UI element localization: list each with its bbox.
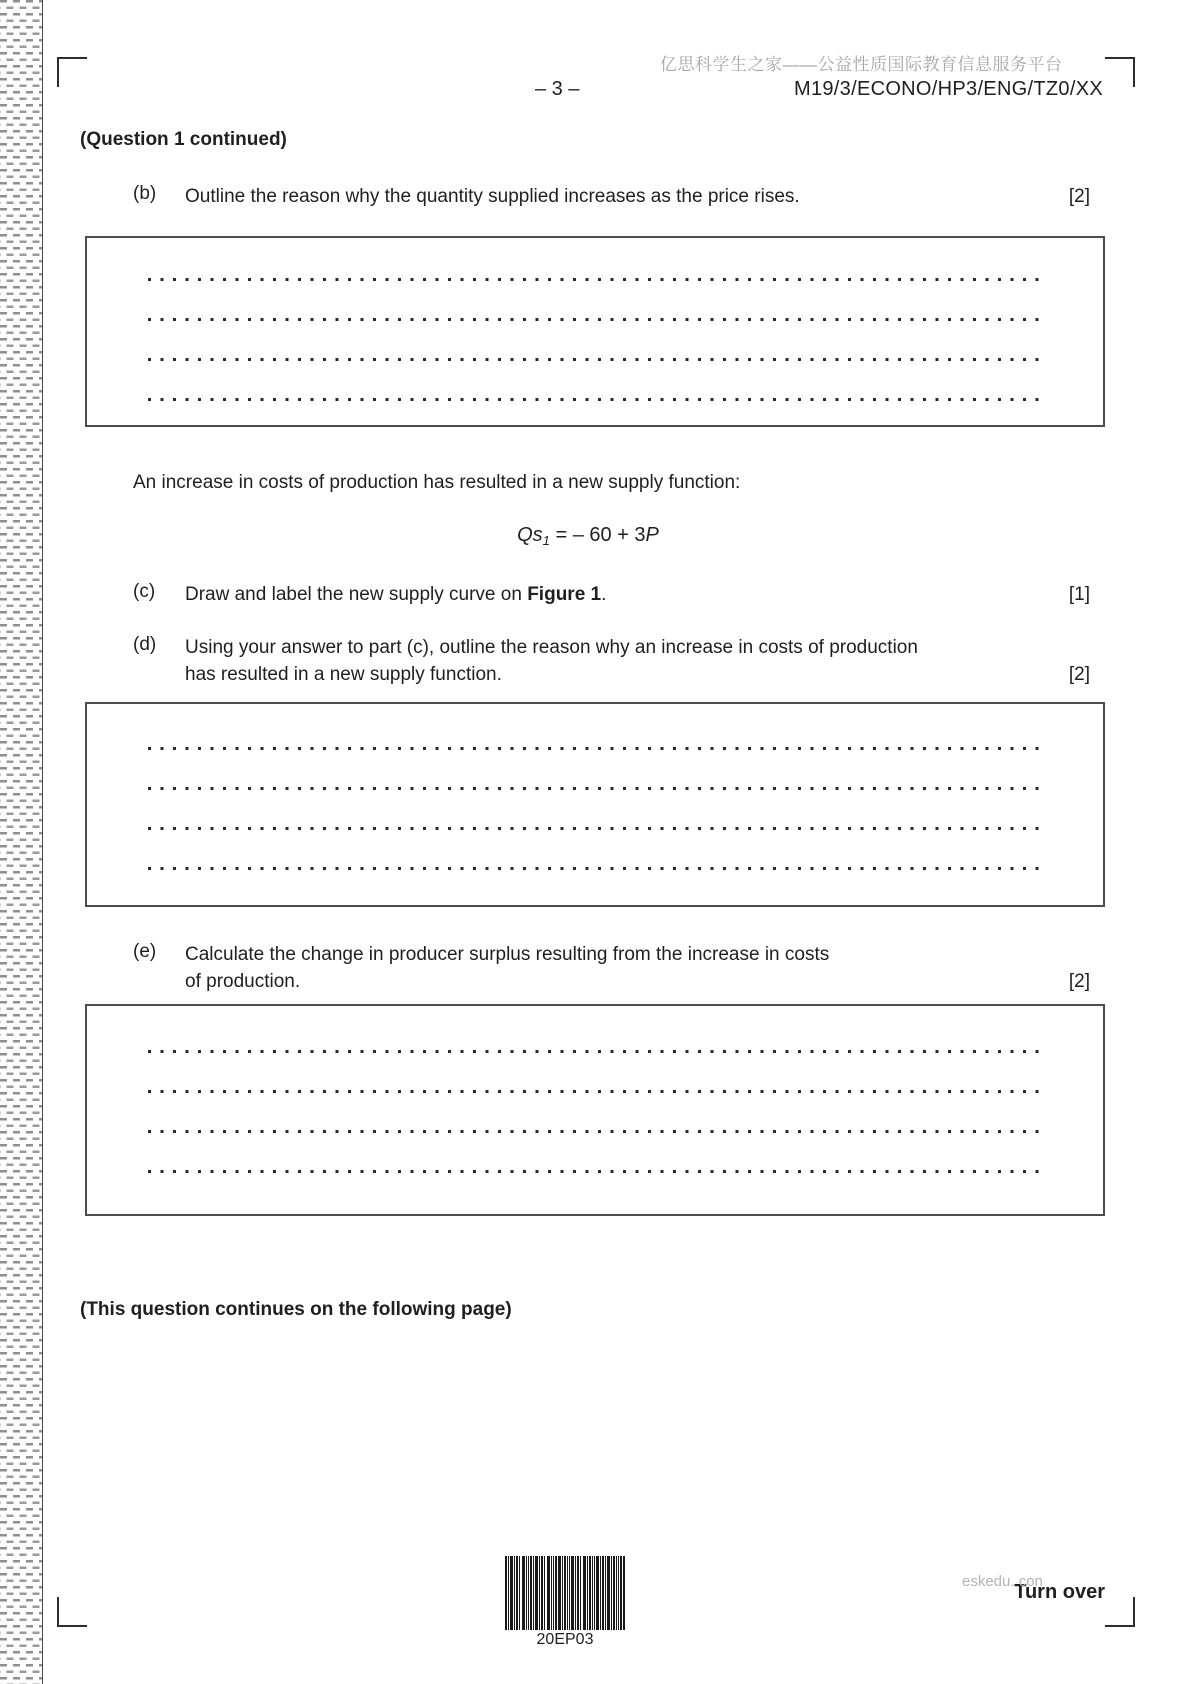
paper-code: M19/3/ECONO/HP3/ENG/TZ0/XX	[794, 78, 1103, 100]
supply-intro-text: An increase in costs of production has resulted in a new supply function:	[133, 472, 741, 493]
answer-dotted-line	[148, 827, 1043, 830]
question-c-text-pre: Draw and label the new supply curve on	[185, 584, 528, 605]
turn-over-label: Turn over	[1014, 1581, 1105, 1603]
question-e-marks: [2]	[1068, 971, 1090, 992]
binding-edge-texture	[0, 0, 43, 1684]
question-c-row	[133, 581, 1090, 609]
question-c-label: (c)	[133, 581, 156, 602]
page-number: – 3 –	[535, 78, 580, 100]
formula-variable-qs: Qs	[517, 524, 543, 546]
continuation-note: (This question continues on the following page)	[80, 1299, 512, 1320]
answer-dotted-line	[148, 787, 1043, 790]
crop-mark-bottom-right	[1105, 1597, 1135, 1627]
question-b-row	[133, 183, 1090, 211]
answer-dotted-line	[148, 747, 1043, 750]
question-b-text: Outline the reason why the quantity supplied increases as the price rises.	[185, 186, 800, 207]
footer-watermark: eskedu. con	[962, 1573, 1043, 1590]
question-c-marks: [1]	[1068, 584, 1090, 605]
question-e-row	[133, 941, 1090, 996]
answer-box-b[interactable]	[85, 236, 1105, 427]
supply-function-formula	[133, 524, 1043, 548]
question-c-figure-ref: Figure 1	[527, 584, 602, 605]
question-d-label: (d)	[133, 634, 157, 655]
formula-subscript: 1	[542, 533, 550, 548]
answer-dotted-line	[148, 278, 1043, 281]
barcode	[505, 1556, 625, 1635]
question-c-text-post: .	[601, 584, 607, 605]
answer-dotted-line	[148, 318, 1043, 321]
question-continued-heading: (Question 1 continued)	[80, 129, 287, 150]
answer-dotted-line	[148, 1130, 1043, 1133]
crop-mark-top-right	[1105, 57, 1135, 87]
barcode-image	[505, 1556, 625, 1630]
question-e-label: (e)	[133, 941, 157, 962]
answer-dotted-line	[148, 1090, 1043, 1093]
header-watermark: 亿思科学生之家——公益性质国际教育信息服务平台	[660, 55, 1063, 74]
answer-box-d[interactable]	[85, 702, 1105, 907]
question-b-marks: [2]	[1068, 186, 1090, 207]
question-d-text: Using your answer to part (c), outline the reason why an increase in costs of production has resulted in a new supply function.	[185, 637, 918, 685]
question-b-label: (b)	[133, 183, 157, 204]
crop-mark-bottom-left	[57, 1597, 87, 1627]
question-e-text: Calculate the change in producer surplus resulting from the increase in costs of production.	[185, 944, 830, 992]
formula-expression: = – 60 + 3	[549, 524, 646, 546]
answer-dotted-line	[148, 1170, 1043, 1173]
formula-variable-p: P	[645, 524, 659, 546]
answer-dotted-line	[148, 1050, 1043, 1053]
answer-dotted-line	[148, 867, 1043, 870]
crop-mark-top-left	[57, 57, 87, 87]
question-d-row	[133, 634, 1090, 689]
barcode-label: 20EP03	[536, 1631, 594, 1648]
answer-box-e[interactable]	[85, 1004, 1105, 1216]
answer-dotted-line	[148, 398, 1043, 401]
answer-dotted-line	[148, 358, 1043, 361]
question-c-text	[185, 581, 1030, 608]
question-d-marks: [2]	[1068, 664, 1090, 685]
